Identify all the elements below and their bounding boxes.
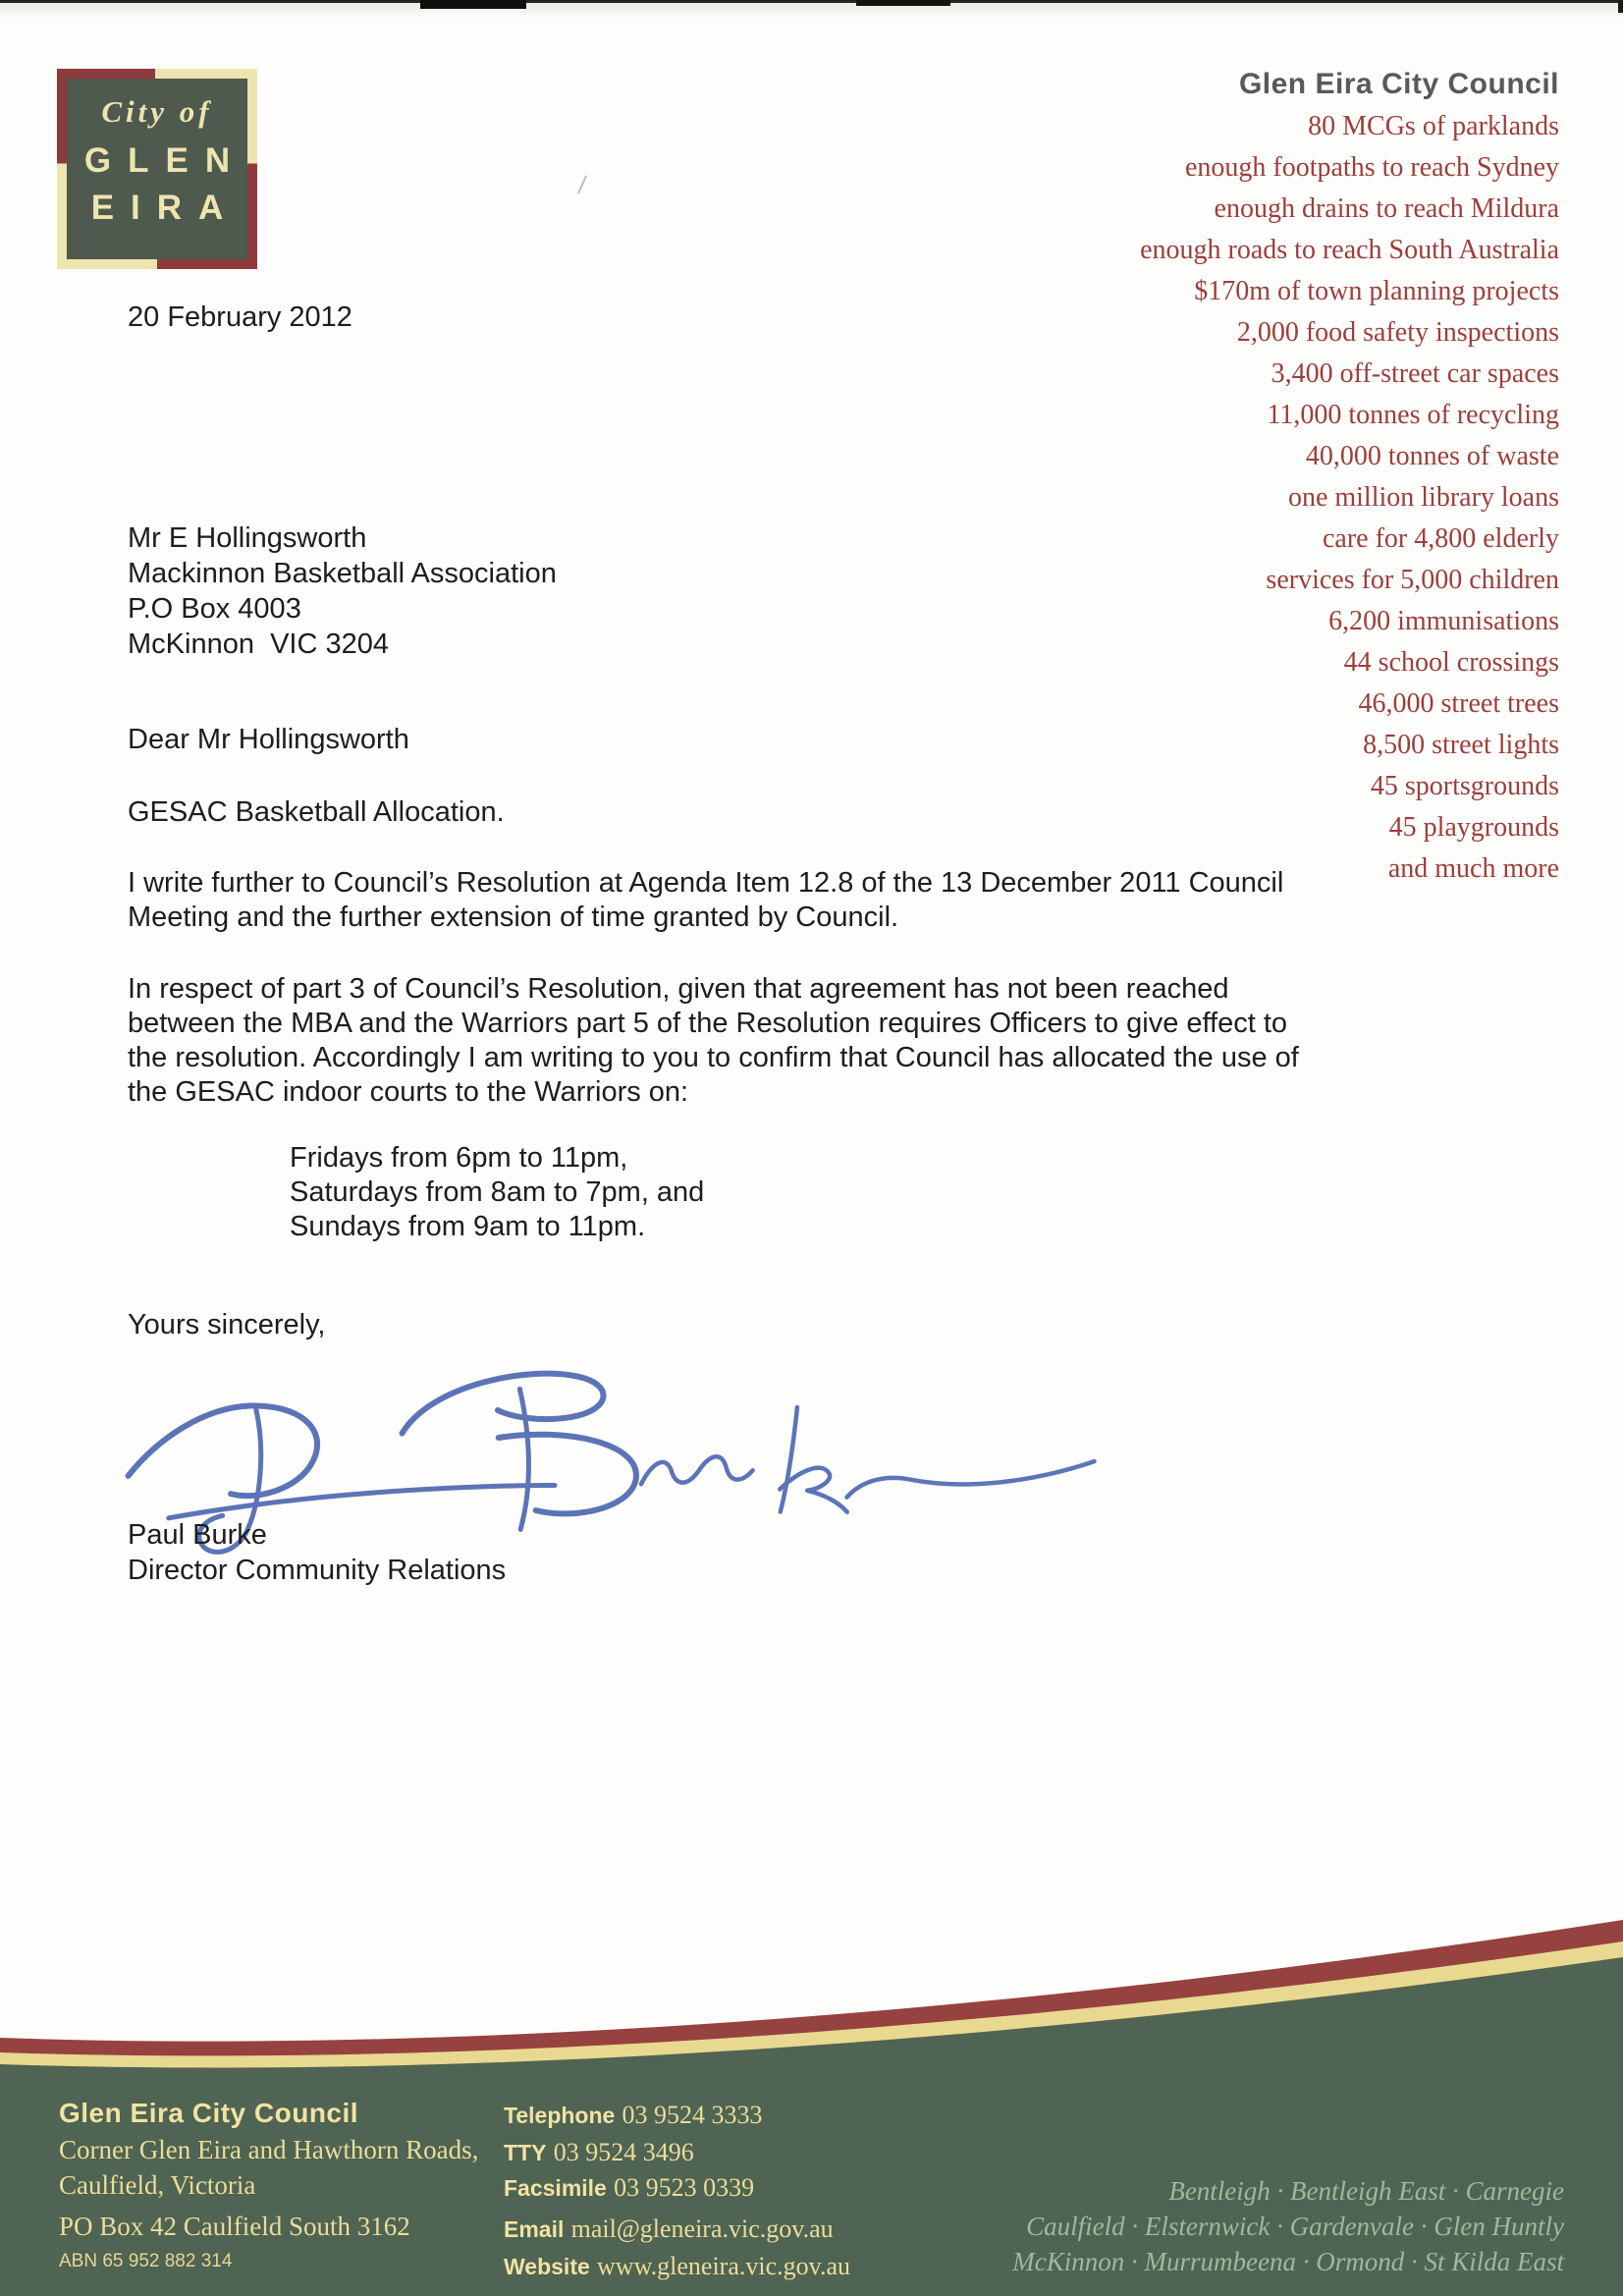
logo-eira: EIRA	[90, 189, 241, 227]
contact-row	[504, 2172, 754, 2203]
paragraph-2	[128, 972, 1299, 1110]
contact-row	[504, 2214, 834, 2244]
closing: Yours sincerely,	[128, 1309, 326, 1340]
contact-value: 03 9524 3496	[553, 2138, 694, 2166]
fact-item: 2,000 food safety inspections	[1236, 317, 1559, 348]
paragraph-line: In respect of part 3 of Council’s Resolution, given that agreement has not been reached	[128, 973, 1229, 1005]
scan-artifact	[577, 175, 587, 193]
recipient-line: McKinnon VIC 3204	[128, 629, 389, 660]
footer-suburbs-line: McKinnon · Murrumbeena · Ormond · St Kilda East	[1012, 2247, 1564, 2276]
logo-frame-left	[57, 79, 67, 259]
contact-value: 03 9524 3333	[622, 2101, 763, 2129]
contact-label: Email	[504, 2216, 565, 2242]
logo-frame-top	[57, 69, 257, 79]
paragraph-line: I write further to Council’s Resolution at Agenda Item 12.8 of the 13 December 2011 Council	[128, 867, 1284, 899]
fact-item: 44 school crossings	[1343, 647, 1559, 678]
fact-item: care for 4,800 elderly	[1323, 523, 1559, 554]
footer-org-name: Glen Eira City Council	[59, 2098, 359, 2128]
logo-city-of: City of	[101, 94, 213, 129]
fact-item: enough roads to reach South Australia	[1140, 235, 1559, 265]
scan-artifact	[1618, 0, 1623, 13]
contact-label: Website	[504, 2254, 590, 2279]
schedule-item: Saturdays from 8am to 7pm, and	[290, 1176, 705, 1208]
paragraph-line: the GESAC indoor courts to the Warriors on:	[128, 1076, 689, 1108]
logo-glen: GLEN	[83, 141, 247, 180]
paragraph-1	[128, 866, 1283, 935]
contact-value: www.gleneira.vic.gov.au	[597, 2252, 850, 2280]
footer-po-box: PO Box 42 Caulfield South 3162	[59, 2212, 410, 2241]
fact-item: 3,400 off-street car spaces	[1271, 358, 1559, 389]
contact-value: mail@gleneira.vic.gov.au	[570, 2214, 834, 2243]
council-name-heading: Glen Eira City Council	[1238, 68, 1559, 100]
fact-item: 8,500 street lights	[1363, 730, 1559, 760]
fact-item: 6,200 immunisations	[1328, 606, 1559, 636]
signer-title: Director Community Relations	[128, 1555, 507, 1586]
salutation: Dear Mr Hollingsworth	[128, 724, 409, 755]
fact-item: 45 sportsgrounds	[1370, 771, 1559, 801]
paragraph-line: between the MBA and the Warriors part 5 of the Resolution requires Officers to give effect to	[128, 1008, 1288, 1039]
fact-item: 45 playgrounds	[1388, 812, 1559, 843]
fact-item: and much more	[1387, 853, 1559, 884]
scan-artifact	[420, 0, 526, 9]
schedule-item: Fridays from 6pm to 11pm,	[290, 1142, 628, 1174]
letter-date: 20 February 2012	[128, 301, 352, 333]
footer-address-line: Caulfield, Victoria	[59, 2170, 256, 2200]
schedule-item: Sundays from 9am to 11pm.	[290, 1211, 646, 1242]
subject-line: GESAC Basketball Allocation.	[128, 796, 505, 828]
recipient-line: P.O Box 4003	[128, 593, 301, 625]
fact-item: services for 5,000 children	[1266, 565, 1559, 595]
contact-label: TTY	[504, 2140, 547, 2165]
scan-artifact	[0, 3, 1623, 18]
council-logo	[57, 69, 257, 269]
allocation-schedule	[290, 1141, 704, 1244]
contact-row	[504, 2251, 850, 2281]
fact-item: 46,000 street trees	[1358, 688, 1559, 719]
footer-suburbs-line: Bentleigh · Bentleigh East · Carnegie	[1168, 2176, 1564, 2206]
contact-label: Facsimile	[504, 2175, 607, 2201]
facts-column	[793, 63, 1559, 890]
footer-address-line: Corner Glen Eira and Hawthorn Roads,	[59, 2135, 479, 2164]
scan-artifact	[856, 0, 950, 6]
logo-square	[67, 79, 247, 259]
logo-frame-right	[247, 79, 257, 259]
recipient-line: Mackinnon Basketball Association	[128, 558, 557, 589]
logo-frame-bottom	[57, 259, 257, 269]
footer-suburbs-line: Caulfield · Elsternwick · Gardenvale · Glen Huntly	[1026, 2212, 1564, 2241]
fact-item: enough footpaths to reach Sydney	[1184, 152, 1559, 183]
fact-item: one million library loans	[1287, 482, 1559, 513]
fact-item: enough drains to reach Mildura	[1214, 193, 1559, 224]
fact-item: 11,000 tonnes of recycling	[1267, 400, 1559, 430]
footer-abn: ABN 65 952 882 314	[59, 2251, 233, 2271]
recipient-line: Mr E Hollingsworth	[128, 522, 367, 554]
recipient-block	[128, 520, 557, 662]
contact-row	[504, 2100, 763, 2130]
fact-item: 80 MCGs of parklands	[1308, 111, 1559, 141]
fact-item: 40,000 tonnes of waste	[1305, 441, 1559, 471]
contact-row	[504, 2137, 694, 2167]
signer-name: Paul Burke	[128, 1519, 267, 1551]
paragraph-line: Meeting and the further extension of time granted by Council.	[128, 902, 899, 933]
contact-value: 03 9523 0339	[614, 2173, 755, 2202]
contact-label: Telephone	[504, 2103, 616, 2128]
fact-item: $170m of town planning projects	[1194, 276, 1559, 306]
paragraph-line: the resolution. Accordingly I am writing to you to confirm that Council has allocated the use of	[128, 1042, 1299, 1073]
